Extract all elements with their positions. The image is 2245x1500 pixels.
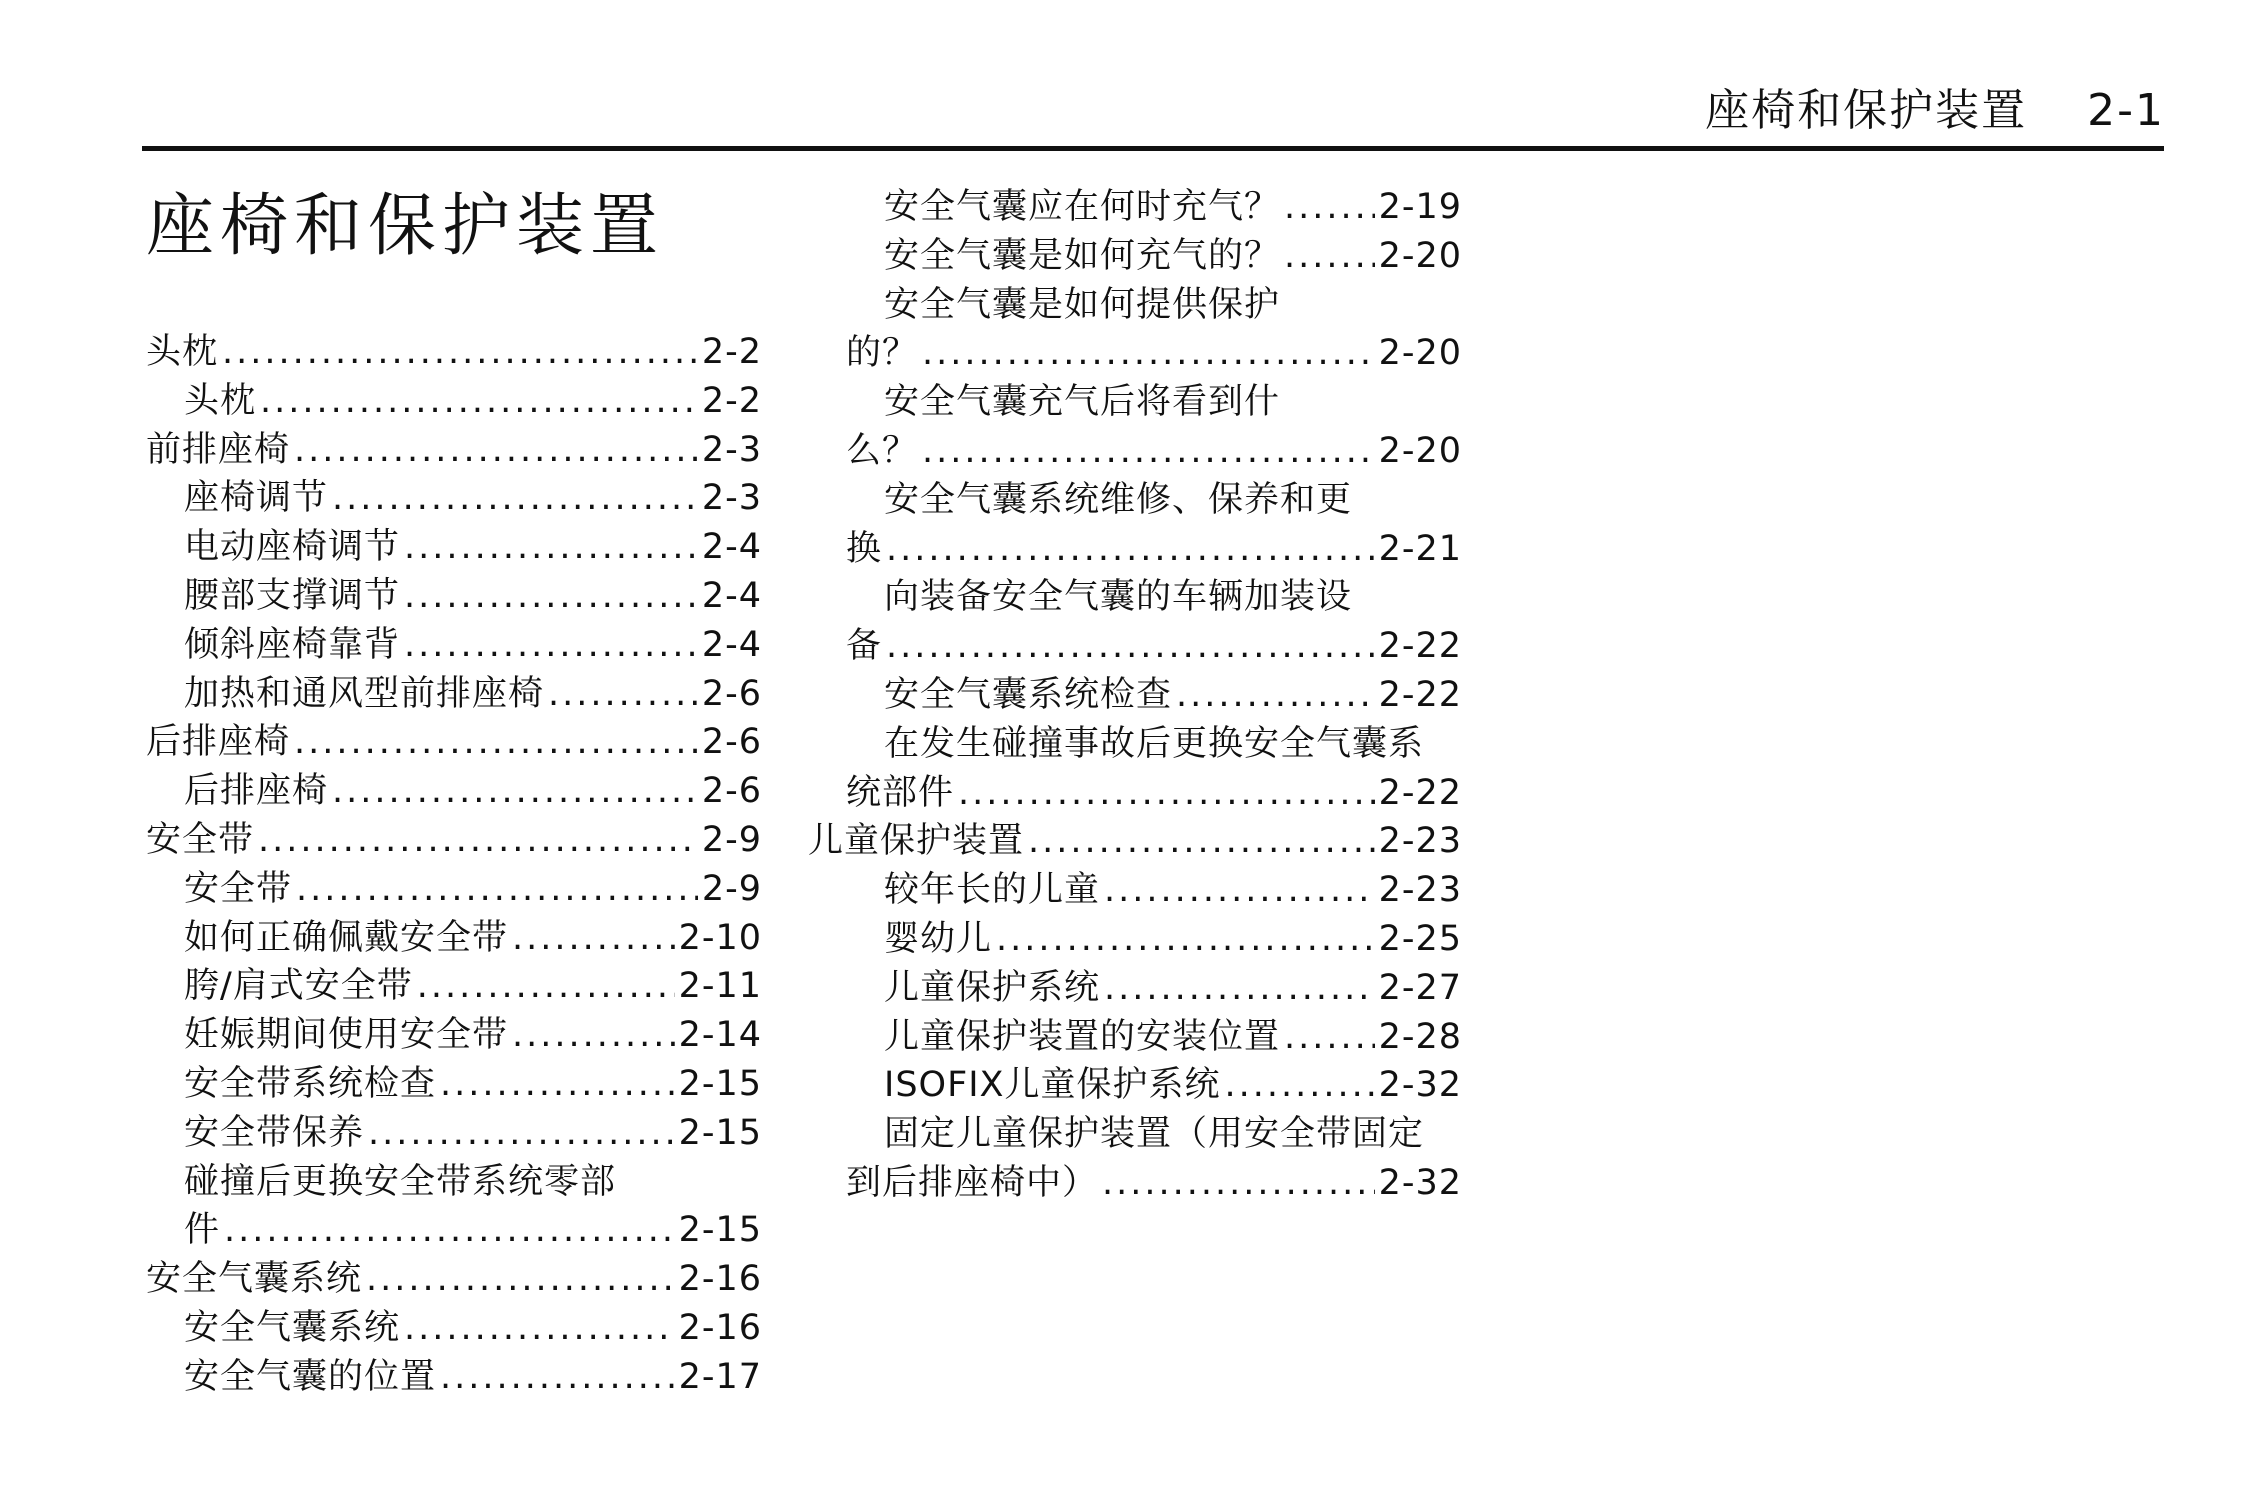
- toc-entry-title: 腰部支撑调节: [184, 575, 401, 616]
- dot-leader: [332, 474, 698, 523]
- toc-entry[interactable]: [146, 1011, 762, 1060]
- toc-entry[interactable]: [146, 767, 762, 816]
- dot-leader: [417, 962, 675, 1011]
- toc-entry-page: 2-23: [1378, 870, 1462, 911]
- toc-entry[interactable]: [146, 474, 762, 523]
- running-head: [1705, 74, 2165, 138]
- toc-column-left: [146, 328, 762, 1402]
- toc-entry-page: 2-15: [678, 1063, 762, 1104]
- toc-entry-page: 2-15: [678, 1112, 762, 1153]
- toc-entry[interactable]: [146, 865, 762, 914]
- toc-entry-page: 2-22: [1378, 626, 1462, 667]
- dot-leader: [512, 1011, 675, 1060]
- toc-entry-title: 婴幼儿: [884, 918, 993, 959]
- toc-entry-page: 2-15: [678, 1210, 762, 1251]
- toc-entry-page: 2-3: [701, 478, 762, 519]
- toc-entry-page: 2-4: [701, 624, 762, 665]
- toc-entry-title: 安全气囊系统: [184, 1307, 401, 1348]
- toc-entry[interactable]: [846, 1013, 1462, 1062]
- toc-entry-title-line2: 到后排座椅中）: [846, 1162, 1099, 1203]
- toc-column-right: [808, 183, 1462, 1208]
- toc-entry[interactable]: [146, 1353, 762, 1402]
- toc-entry-page: 2-22: [1378, 674, 1462, 715]
- dot-leader: [886, 622, 1375, 671]
- toc-entry-page: 2-27: [1378, 967, 1462, 1008]
- toc-entry-title: 安全带: [184, 868, 293, 909]
- toc-entry-title: 较年长的儿童: [884, 870, 1101, 911]
- dot-leader: [1028, 817, 1375, 866]
- toc-entry-title-line2: 的？: [846, 333, 919, 374]
- toc-entry-page: 2-19: [1378, 187, 1462, 227]
- toc-entry-page: 2-32: [1378, 1162, 1462, 1203]
- toc-entry-title-line1[interactable]: 安全气囊系统维修、保养和更: [884, 479, 1353, 520]
- toc-entry-title: 安全气囊应在何时充气？: [884, 187, 1281, 227]
- toc-entry-page: 2-9: [701, 868, 762, 909]
- toc-entry-title: 安全带: [146, 819, 255, 860]
- dot-leader: [1284, 183, 1375, 232]
- dot-leader: [440, 1060, 675, 1109]
- dot-leader: [294, 718, 698, 767]
- toc-entry-title: 头枕: [146, 332, 219, 372]
- toc-entry-title-line2: 换: [846, 528, 883, 569]
- toc-entry-page: 2-3: [701, 429, 762, 470]
- toc-section-entry[interactable]: [808, 817, 1462, 866]
- dot-leader: [922, 329, 1375, 378]
- toc-entry[interactable]: [846, 671, 1462, 720]
- dot-leader: [404, 1304, 675, 1353]
- toc-entry[interactable]: [146, 962, 762, 1011]
- dot-leader: [296, 865, 698, 914]
- toc-entry-page: 2-4: [701, 527, 762, 568]
- toc-entry[interactable]: [146, 1109, 762, 1158]
- dot-leader: [258, 816, 698, 865]
- toc-entry[interactable]: [146, 1304, 762, 1353]
- dot-leader: [1225, 1061, 1375, 1110]
- toc-entry-title-line2: 件: [184, 1210, 221, 1251]
- toc-entry-page: 2-32: [1378, 1065, 1462, 1106]
- toc-entry-title-line1[interactable]: 固定儿童保护装置（用安全带固定: [884, 1114, 1425, 1155]
- toc-entry-title-line2: 统部件: [846, 772, 955, 813]
- toc-entry-title: 安全气囊是如何充气的？: [884, 235, 1281, 276]
- toc-entry[interactable]: [146, 523, 762, 572]
- toc-entry-title: 胯/肩式安全带: [184, 966, 413, 1007]
- toc-entry-title: 电动座椅调节: [184, 527, 401, 568]
- running-head-page-number: 2-1: [2087, 85, 2165, 136]
- toc-entry-title: 儿童保护装置: [808, 821, 1025, 862]
- dot-leader: [996, 915, 1375, 964]
- dot-leader: [260, 377, 698, 426]
- toc-entry[interactable]: [846, 183, 1462, 232]
- dot-leader: [922, 427, 1375, 476]
- toc-entry-page: 2-6: [701, 722, 762, 763]
- toc-entry[interactable]: [846, 1061, 1462, 1110]
- toc-entry-title: ISOFIX儿童保护系统: [884, 1065, 1221, 1106]
- dot-leader: [222, 328, 698, 377]
- toc-entry-title: 倾斜座椅靠背: [184, 624, 401, 665]
- toc-entry-page: 2-2: [701, 332, 762, 372]
- dot-leader: [1102, 1159, 1375, 1208]
- dot-leader: [1176, 671, 1375, 720]
- toc-entry-page: 2-25: [1378, 918, 1462, 959]
- toc-entry-page: 2-20: [1378, 333, 1462, 374]
- toc-entry[interactable]: [846, 1159, 1462, 1208]
- toc-entry-title: 儿童保护系统: [884, 967, 1101, 1008]
- toc-entry-title-line1[interactable]: 安全气囊是如何提供保护: [884, 284, 1281, 325]
- toc-entry-title: 后排座椅: [184, 771, 329, 812]
- toc-entry[interactable]: [146, 1206, 762, 1255]
- toc-entry-page: 2-6: [701, 771, 762, 812]
- dot-leader: [1284, 1013, 1375, 1062]
- dot-leader: [294, 426, 698, 475]
- toc-section-entry[interactable]: [146, 328, 762, 377]
- toc-section-entry[interactable]: [146, 1255, 762, 1304]
- dot-leader: [366, 1255, 675, 1304]
- running-head-title: 座椅和保护装置: [1705, 85, 2028, 136]
- dot-leader: [404, 621, 698, 670]
- toc-entry-page: 2-16: [678, 1259, 762, 1300]
- toc-entry-page: 2-28: [1378, 1016, 1462, 1057]
- dot-leader: [1104, 964, 1375, 1013]
- toc-entry-page: 2-6: [701, 673, 762, 714]
- dot-leader: [1104, 866, 1375, 915]
- dot-leader: [404, 523, 698, 572]
- toc-entry-title: 儿童保护装置的安装位置: [884, 1016, 1281, 1057]
- toc-entry-title: 座椅调节: [184, 478, 329, 519]
- toc-entry[interactable]: [146, 572, 762, 621]
- toc-entry[interactable]: [146, 1060, 762, 1109]
- dot-leader: [224, 1206, 675, 1255]
- toc-entry-title: 头枕: [184, 380, 257, 421]
- dot-leader: [512, 914, 675, 963]
- dot-leader: [1284, 232, 1375, 281]
- dot-leader: [886, 525, 1375, 574]
- toc-entry-title: 如何正确佩戴安全带: [184, 917, 509, 958]
- toc-section-entry[interactable]: [146, 718, 762, 767]
- toc-entry-page: 2-4: [701, 575, 762, 616]
- toc-entry-page: 2-11: [678, 966, 762, 1007]
- toc-entry[interactable]: [846, 232, 1462, 281]
- toc-entry-title-line1[interactable]: 向装备安全气囊的车辆加装设: [884, 577, 1353, 618]
- toc-entry-title-line1[interactable]: 安全气囊充气后将看到什: [884, 382, 1281, 423]
- toc-entry[interactable]: [146, 670, 762, 719]
- toc-entry[interactable]: [846, 427, 1462, 476]
- toc-entry-title: 前排座椅: [146, 429, 291, 470]
- toc-entry-page: 2-2: [701, 380, 762, 421]
- toc-entry-page: 2-21: [1378, 528, 1462, 569]
- toc-entry[interactable]: [146, 377, 762, 426]
- dot-leader: [404, 572, 698, 621]
- toc-entry[interactable]: [846, 329, 1462, 378]
- toc-entry[interactable]: [846, 964, 1462, 1013]
- toc-entry[interactable]: [846, 866, 1462, 915]
- chapter-title: 座椅和保护装置: [146, 187, 665, 266]
- toc-entry-page: 2-17: [678, 1356, 762, 1397]
- dot-leader: [548, 670, 698, 719]
- toc-entry-title: 安全带系统检查: [184, 1063, 437, 1104]
- toc-entry-title: 安全气囊系统检查: [884, 674, 1173, 715]
- toc-entry-title: 安全气囊系统: [146, 1259, 363, 1300]
- toc-entry-page: 2-23: [1378, 821, 1462, 862]
- toc-entry-title-line1[interactable]: 碰撞后更换安全带系统零部: [184, 1161, 617, 1202]
- toc-entry-title: 安全气囊的位置: [184, 1356, 437, 1397]
- toc-entry-page: 2-20: [1378, 235, 1462, 276]
- toc-entry[interactable]: [846, 915, 1462, 964]
- header-rule: [142, 146, 2164, 151]
- toc-entry[interactable]: [846, 622, 1462, 671]
- toc-entry-page: 2-14: [678, 1015, 762, 1056]
- toc-section-entry[interactable]: [146, 426, 762, 475]
- toc-entry-title-line1[interactable]: 在发生碰撞事故后更换安全气囊系: [884, 723, 1425, 764]
- toc-section-entry[interactable]: [146, 816, 762, 865]
- toc-entry[interactable]: [846, 525, 1462, 574]
- dot-leader: [368, 1109, 675, 1158]
- toc-entry-page: 2-16: [678, 1307, 762, 1348]
- toc-entry-title: 安全带保养: [184, 1112, 365, 1153]
- toc-entry-title-line2: 么？: [846, 430, 919, 471]
- toc-entry-title: 加热和通风型前排座椅: [184, 673, 545, 714]
- toc-entry[interactable]: [846, 769, 1462, 818]
- toc-entry-title: 后排座椅: [146, 722, 291, 763]
- toc-entry-page: 2-10: [678, 917, 762, 958]
- toc-entry-page: 2-22: [1378, 772, 1462, 813]
- toc-entry-title: 妊娠期间使用安全带: [184, 1015, 509, 1056]
- dot-leader: [958, 769, 1375, 818]
- dot-leader: [440, 1353, 675, 1402]
- dot-leader: [332, 767, 698, 816]
- toc-entry-page: 2-9: [701, 819, 762, 860]
- toc-entry-title-line2: 备: [846, 626, 883, 667]
- toc-entry[interactable]: [146, 621, 762, 670]
- toc-entry-page: 2-20: [1378, 430, 1462, 471]
- toc-entry[interactable]: [146, 914, 762, 963]
